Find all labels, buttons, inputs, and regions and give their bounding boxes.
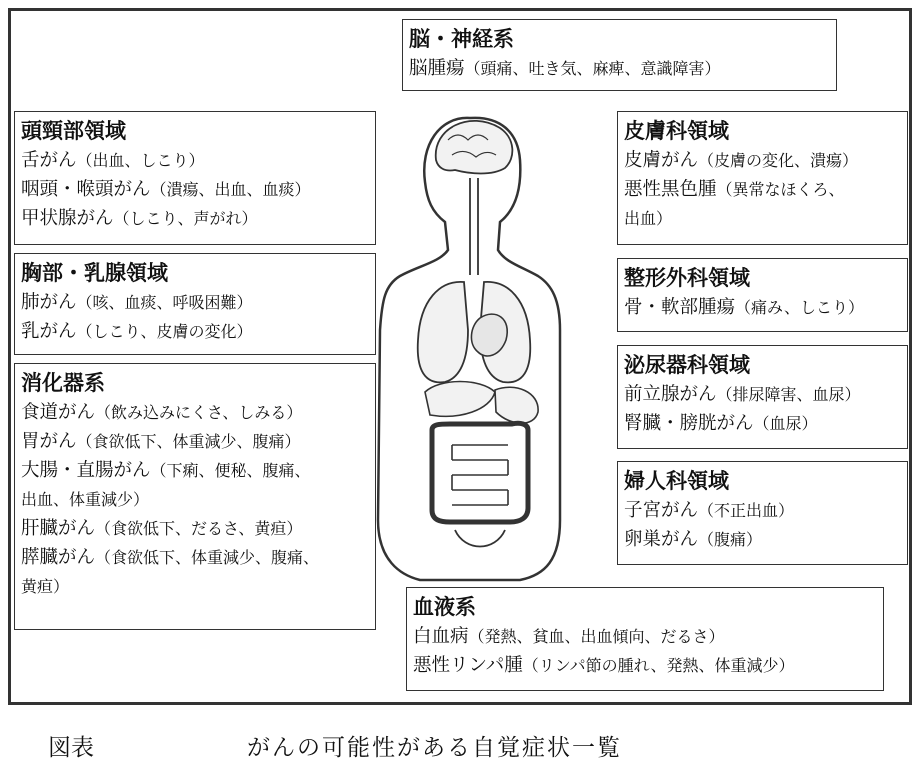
box-chest-breast: [14, 253, 376, 355]
symptom-line: [624, 204, 901, 233]
cancer-name: 大腸・直腸がん: [21, 460, 151, 481]
box-title: 婦人科領域: [624, 469, 729, 493]
symptom-line: [21, 427, 369, 456]
cancer-name: 咽頭・喉頭がん: [21, 179, 151, 200]
symptom-line: [21, 317, 369, 346]
box-digestive: [14, 363, 376, 630]
figure-caption: [0, 729, 922, 765]
box-title: 消化器系: [21, 371, 105, 395]
symptom-line: [624, 496, 901, 525]
body-outline: [378, 118, 560, 580]
symptoms: （しこり、声がれ）: [113, 209, 258, 228]
liver: [425, 382, 495, 417]
symptoms: （出血、しこり）: [76, 151, 205, 170]
stomach: [495, 387, 538, 423]
symptoms: （食欲低下、だるさ、黄疸）: [95, 519, 303, 538]
cancer-name: 悪性黒色腫: [624, 179, 717, 200]
cancer-name: 肺がん: [21, 292, 77, 313]
box-title: 整形外科領域: [624, 266, 750, 290]
symptoms: （腹痛）: [698, 530, 763, 549]
symptom-line: [21, 456, 369, 485]
cancer-name: 脳腫瘍: [409, 58, 465, 79]
symptom-line: [21, 175, 369, 204]
cancer-name: 骨・軟部腫瘍: [624, 297, 736, 318]
symptoms: （頭痛、吐き気、麻痺、意識障害）: [464, 59, 721, 78]
box-title: 皮膚科領域: [624, 119, 729, 143]
left-lung: [418, 282, 468, 383]
symptom-line: [624, 146, 901, 175]
symptom-line: [409, 54, 830, 83]
symptom-line: [21, 398, 369, 427]
cancer-name: 食道がん: [21, 402, 96, 423]
symptoms: 出血、体重減少）: [21, 490, 150, 509]
symptom-line: [21, 485, 369, 514]
cancer-name: 悪性リンパ腫: [413, 655, 523, 676]
symptoms: （食欲低下、体重減少、腹痛、: [95, 548, 320, 567]
symptoms: （潰瘍、出血、血痰）: [150, 180, 311, 199]
symptom-line: [624, 293, 901, 322]
cancer-name: 肝臓がん: [21, 518, 96, 539]
cancer-name: 胃がん: [21, 431, 77, 452]
small-intestine: [452, 445, 508, 505]
symptom-line: [21, 146, 369, 175]
symptoms: （下痢、便秘、腹痛、: [150, 461, 311, 480]
box-urology: [617, 345, 908, 449]
box-blood: [406, 587, 884, 691]
cancer-name: 舌がん: [21, 150, 77, 171]
box-title: 頭頸部領域: [21, 119, 126, 143]
symptoms: （排尿障害、血尿）: [716, 385, 861, 404]
symptoms: （痛み、しこり）: [735, 298, 864, 317]
box-head-neck: [14, 111, 376, 245]
symptoms: 黄疸）: [21, 577, 70, 596]
cancer-name: 前立腺がん: [624, 384, 717, 405]
symptoms: （しこり、皮膚の変化）: [76, 322, 253, 341]
box-gynecology: [617, 461, 908, 565]
trachea: [470, 178, 478, 275]
symptoms: （異常なほくろ、: [716, 180, 845, 199]
box-dermatology: [617, 111, 908, 245]
symptom-line: [624, 409, 901, 438]
caption-label: 図表: [48, 735, 94, 761]
box-title: 胸部・乳腺領域: [21, 261, 168, 285]
symptoms: 出血）: [624, 209, 673, 228]
symptom-line: [21, 514, 369, 543]
box-title: 脳・神経系: [409, 27, 514, 51]
symptoms: （咳、血痰、呼吸困難）: [76, 293, 253, 312]
box-title: 血液系: [413, 595, 476, 619]
cancer-name: 膵臓がん: [21, 547, 96, 568]
cancer-name: 甲状腺がん: [21, 208, 114, 229]
symptom-line: [21, 572, 369, 601]
cancer-name: 白血病: [413, 626, 469, 647]
brain-shape: [436, 121, 513, 174]
symptom-line: [21, 543, 369, 572]
symptom-line: [21, 288, 369, 317]
cancer-name: 卵巣がん: [624, 529, 699, 550]
symptoms: （飲み込みにくさ、しみる）: [95, 403, 303, 422]
cancer-name: 子宮がん: [624, 500, 699, 521]
box-orthopedics: [617, 258, 908, 332]
symptom-line: [413, 622, 877, 651]
symptoms: （リンパ節の腫れ、発熱、体重減少）: [522, 656, 795, 675]
large-intestine: [432, 423, 528, 522]
symptom-line: [624, 380, 901, 409]
symptoms: （発熱、貧血、出血傾向、だるさ）: [468, 627, 725, 646]
caption-text: がんの可能性がある自覚症状一覧: [247, 735, 622, 761]
cancer-name: 皮膚がん: [624, 150, 699, 171]
symptoms: （食欲低下、体重減少、腹痛）: [76, 432, 301, 451]
symptom-line: [624, 525, 901, 554]
symptoms: （血尿）: [753, 414, 818, 433]
box-brain-nervous: [402, 19, 837, 91]
box-title: 泌尿器科領域: [624, 353, 750, 377]
cancer-name: 乳がん: [21, 321, 77, 342]
symptom-line: [624, 175, 901, 204]
bladder: [455, 530, 505, 547]
cancer-name: 腎臓・膀胱がん: [624, 413, 754, 434]
symptoms: （不正出血）: [698, 501, 795, 520]
symptoms: （皮膚の変化、潰瘍）: [698, 151, 859, 170]
symptom-line: [413, 651, 877, 680]
symptom-line: [21, 204, 369, 233]
